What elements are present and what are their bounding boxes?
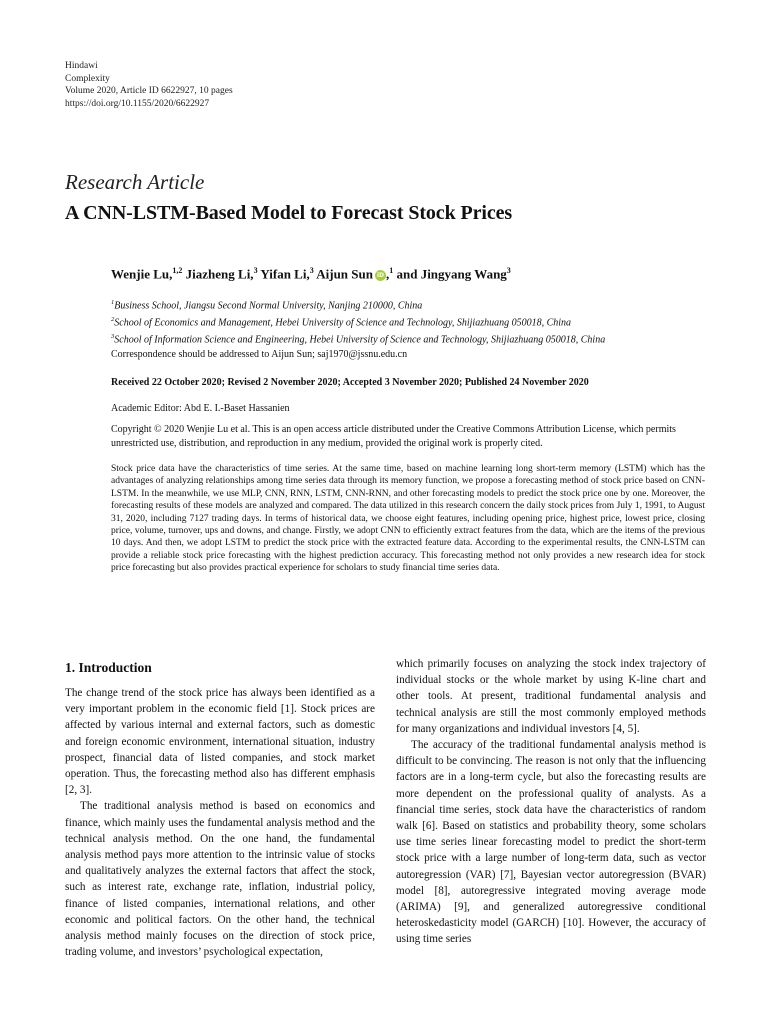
affiliation-sup: 1 [111, 299, 115, 306]
journal-name: Complexity [65, 73, 110, 84]
affiliation-item [111, 313, 605, 330]
volume-info: Volume 2020, Article ID 6622927, 10 pages [65, 86, 233, 96]
affiliation-text: School of Information Science and Engineering, Hebei University of Science and Technology, Shijiazhuang 050018, China [114, 333, 606, 345]
body-paragraph: The traditional analysis method is based on economics and finance, which mainly uses the fundamental analysis method and the technical analysis method. On the one hand, the fundamental analysis method pays more attention to the intrinsic value of stocks and qualitatively analyzes the external factors that affect the stock, such as interest rate, exchange rate, inflation, industrial policy, finance of listed companies, international relations, and other economic and political factors. On the other hand, the technical analysis method mainly focuses on the direction of stock price, trading volume, and investors’ psychological expectation, [65, 800, 375, 959]
author-affil-sup: 3 [506, 266, 511, 275]
affiliation-item [111, 296, 605, 313]
author-list: Wenjie Lu,$^{1,2}$ Jiazheng Li,$^3$ Yifan Li,$^3$ Aijun Sun iD ,$^1$ and Jingyang Wang$^3$ [111, 266, 511, 282]
author-affil-sup: 3 [309, 266, 314, 275]
left-column [65, 656, 375, 960]
affiliation-text: School of Economics and Management, Hebei University of Science and Technology, Shijiazhuang 050018, China [114, 317, 572, 329]
author-affil-sup: 1,2 [172, 266, 183, 275]
author-name: Yifan Li, [260, 266, 310, 282]
affiliation-text: Business School, Jiangsu Second Normal University, Nanjing 210000, China [114, 300, 423, 312]
author-name: and Jingyang Wang [396, 266, 507, 282]
publisher-name: Hindawi [65, 61, 98, 71]
affiliations [111, 296, 605, 346]
body-paragraph: which primarily focuses on analyzing the stock index trajectory of individual stocks or the whole market by using K-line chart and other tools. At present, traditional fundamental analysis and technical analysis are still the most commonly employed methods for many organizations and individual investors [4, 5]. [396, 658, 706, 735]
affiliation-item [111, 330, 605, 347]
doi-link[interactable]: https://doi.org/10.1155/2020/6622927 [65, 98, 210, 109]
academic-editor: Academic Editor: Abd E. I.-Baset Hassanien [111, 403, 290, 414]
author-name: Jiazheng Li, [185, 266, 254, 282]
section-heading: 1. Introduction [65, 660, 152, 675]
body-paragraph: The accuracy of the traditional fundamental analysis method is difficult to be convincing. The reason is not only that the influencing factors are in a long-term cycle, but also the forecasting results are more dependent on the professional quality of analysts. As a financial time series, stock data have the characteristics of random walk [6]. Based on statistics and probability theory, some scholars use time series linear forecasting model to predict the short-term stock price with a large number of long-term data, such as vector autoregression (VAR) [7], Bayesian vector autoregression (BVAR) model [8], autoregressive integrated moving average mode (ARIMA) [9], and generalized autoregressive conditional heteroskedasticity model (GARCH) [10]. However, the accuracy of using time series [396, 739, 706, 946]
author-affil-sup: 3 [253, 266, 258, 275]
correspondence: Correspondence should be addressed to Aijun Sun; saj1970@jssnu.edu.cn [111, 349, 408, 360]
affiliation-sup: 2 [111, 315, 115, 323]
paper-title: A CNN-LSTM-Based Model to Forecast Stock Prices [65, 202, 513, 224]
author-name: Aijun Sun [316, 266, 373, 282]
author-affil-sup: 1 [389, 266, 394, 275]
copyright-notice: Copyright © 2020 Wenjie Lu et al. This is an open access article distributed under the Creative Commons Attribution License, which permits unrestricted use, distribution, and reproduction in any medium, provided the original work is properly cited. [111, 424, 676, 449]
right-column [396, 656, 706, 948]
orcid-icon[interactable]: iD [376, 272, 384, 280]
article-type: Research Article [65, 170, 205, 194]
affiliation-sup: 3 [111, 332, 115, 340]
publication-dates: Received 22 October 2020; Revised 2 November 2020; Accepted 3 November 2020; Published 24 November 2020 [111, 377, 589, 388]
abstract: Stock price data have the characteristics of time series. At the same time, based on machine learning long short-term memory (LSTM) which has the advantages of analyzing relationships among time series data through its memory function, we propose a forecasting method of stock price based on CNN-LSTM. In the meanwhile, we use MLP, CNN, RNN, LSTM, CNN-RNN, and other forecasting models to predict the stock price one by one. Moreover, the forecasting results of these models are analyzed and compared. The data utilized in this research concern the daily stock prices from July 1, 1991, to August 31, 2020, including 7127 trading days. In terms of historical data, we choose eight features, including opening price, highest price, lowest price, closing price, volume, turnover, ups and downs, and change. Firstly, we adopt CNN to efficiently extract features from the data, which are the items of the previous 10 days. And then, we adopt LSTM to predict the stock price with the extracted feature data. According to the experimental results, the CNN-LSTM can provide a reliable stock price forecasting with the highest prediction accuracy. This forecasting method not only provides a new research idea for stock price forecasting but also provides practical experience for scholars to study financial time series data. [111, 464, 705, 574]
journal-header [65, 60, 233, 110]
author-name: Wenjie Lu, [111, 266, 173, 282]
body-paragraph: The change trend of the stock price has always been identified as a very important problem in the economic field [1]. Stock prices are affected by various internal and external factors, such as domestic and foreign economic environment, international situation, industry prospect, financial data of listed companies, and stock market operation. Thus, the forecasting method also has different emphasis [2, 3]. [65, 687, 375, 797]
